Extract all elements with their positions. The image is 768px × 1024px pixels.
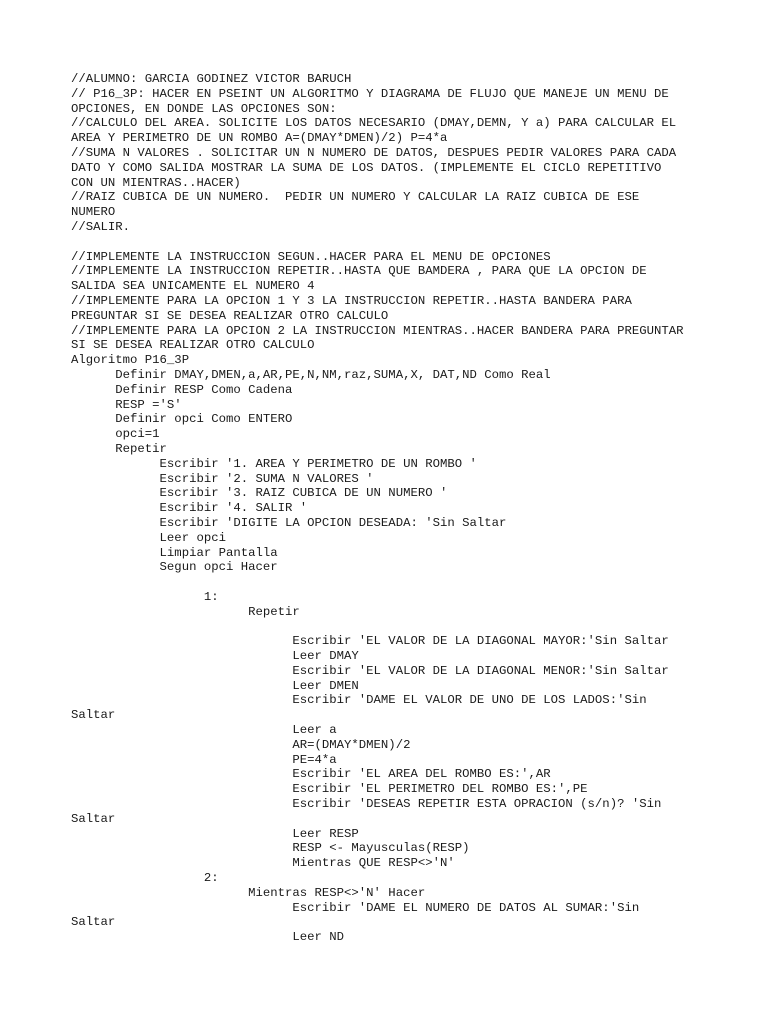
code-line: 1: (71, 589, 219, 604)
code-line: RESP ='S' (71, 397, 182, 412)
code-line: // P16_3P: HACER EN PSEINT UN ALGORITMO Y DIAGRAMA DE FLUJO QUE MANEJE UN MENU DE (71, 86, 669, 101)
code-line: AREA Y PERIMETRO DE UN ROMBO A=(DMAY*DMEN)/2) P=4*a (71, 131, 448, 146)
code-line: Saltar (71, 915, 116, 930)
code-line: Leer RESP (71, 826, 359, 841)
code-line: OPCIONES, EN DONDE LAS OPCIONES SON: (71, 101, 337, 116)
code-line: //CALCULO DEL AREA. SOLICITE LOS DATOS NECESARIO (DMAY,DEMN, Y a) PARA CALCULAR EL (71, 116, 677, 131)
code-line: Saltar (71, 811, 116, 826)
code-line: Escribir 'EL VALOR DE LA DIAGONAL MENOR:'Sin Saltar (71, 663, 669, 678)
code-line: Leer ND (71, 930, 345, 945)
code-line: CON UN MIENTRAS..HACER) (71, 175, 241, 190)
code-line: //RAIZ CUBICA DE UN NUMERO. PEDIR UN NUMERO Y CALCULAR LA RAIZ CUBICA DE ESE (71, 190, 640, 205)
code-line: Escribir 'DESEAS REPETIR ESTA OPRACION (s/n)? 'Sin (71, 797, 662, 812)
code-line: Segun opci Hacer (71, 560, 278, 575)
code-line: AR=(DMAY*DMEN)/2 (71, 737, 411, 752)
code-line: Definir opci Como ENTERO (71, 412, 293, 427)
code-line: Mientras RESP<>'N' Hacer (71, 885, 426, 900)
code-line: NUMERO (71, 205, 116, 220)
code-line: Algoritmo P16_3P (71, 353, 190, 368)
code-line: Leer opci (71, 530, 226, 545)
pseudocode-text (71, 72, 751, 945)
code-line: Mientras QUE RESP<>'N' (71, 856, 455, 871)
code-line: DATO Y COMO SALIDA MOSTRAR LA SUMA DE LOS DATOS. (IMPLEMENTE EL CICLO REPETITIVO (71, 160, 662, 175)
code-line: //IMPLEMENTE PARA LA OPCION 1 Y 3 LA INSTRUCCION REPETIR..HASTA BANDERA PARA (71, 293, 632, 308)
code-line: Escribir '4. SALIR ' (71, 501, 308, 516)
code-line: //IMPLEMENTE LA INSTRUCCION REPETIR..HASTA QUE BAMDERA , PARA QUE LA OPCION DE (71, 264, 647, 279)
code-line: Leer a (71, 723, 337, 738)
code-line: Saltar (71, 708, 116, 723)
code-line: Escribir 'EL VALOR DE LA DIAGONAL MAYOR:'Sin Saltar (71, 634, 669, 649)
code-line: Escribir 'DAME EL NUMERO DE DATOS AL SUMAR:'Sin (71, 900, 640, 915)
code-line: SI SE DESEA REALIZAR OTRO CALCULO (71, 338, 315, 353)
code-line: Escribir '1. AREA Y PERIMETRO DE UN ROMBO ' (71, 456, 477, 471)
code-line: Leer DMEN (71, 678, 359, 693)
code-line: Repetir (71, 441, 167, 456)
code-line: Leer DMAY (71, 649, 359, 664)
code-line (71, 575, 751, 590)
code-line: RESP <- Mayusculas(RESP) (71, 841, 470, 856)
code-line (71, 235, 751, 250)
code-line: Definir DMAY,DMEN,a,AR,PE,N,NM,raz,SUMA,X, DAT,ND Como Real (71, 367, 551, 382)
code-line: PREGUNTAR SI SE DESEA REALIZAR OTRO CALCULO (71, 308, 389, 323)
code-line: Escribir 'EL PERIMETRO DEL ROMBO ES:',PE (71, 782, 588, 797)
code-line: PE=4*a (71, 752, 337, 767)
code-line: Escribir 'EL AREA DEL ROMBO ES:',AR (71, 767, 551, 782)
code-line: opci=1 (71, 427, 160, 442)
code-line: Escribir 'DIGITE LA OPCION DESEADA: 'Sin Saltar (71, 515, 507, 530)
code-line: Escribir '3. RAIZ CUBICA DE UN NUMERO ' (71, 486, 448, 501)
code-line: Limpiar Pantalla (71, 545, 278, 560)
code-line: 2: (71, 871, 219, 886)
code-line (71, 619, 751, 634)
code-line: //SUMA N VALORES . SOLICITAR UN N NUMERO DE DATOS, DESPUES PEDIR VALORES PARA CADA (71, 145, 677, 160)
code-line: Definir RESP Como Cadena (71, 382, 293, 397)
code-line: //ALUMNO: GARCIA GODINEZ VICTOR BARUCH (71, 72, 352, 86)
code-line: Repetir (71, 604, 300, 619)
code-line: Escribir '2. SUMA N VALORES ' (71, 471, 374, 486)
code-line: Escribir 'DAME EL VALOR DE UNO DE LOS LADOS:'Sin (71, 693, 647, 708)
code-line: //SALIR. (71, 219, 131, 234)
code-line: //IMPLEMENTE LA INSTRUCCION SEGUN..HACER PARA EL MENU DE OPCIONES (71, 249, 551, 264)
code-line: //IMPLEMENTE PARA LA OPCION 2 LA INSTRUCCION MIENTRAS..HACER BANDERA PARA PREGUNTAR (71, 323, 684, 338)
code-line: SALIDA SEA UNICAMENTE EL NUMERO 4 (71, 279, 315, 294)
